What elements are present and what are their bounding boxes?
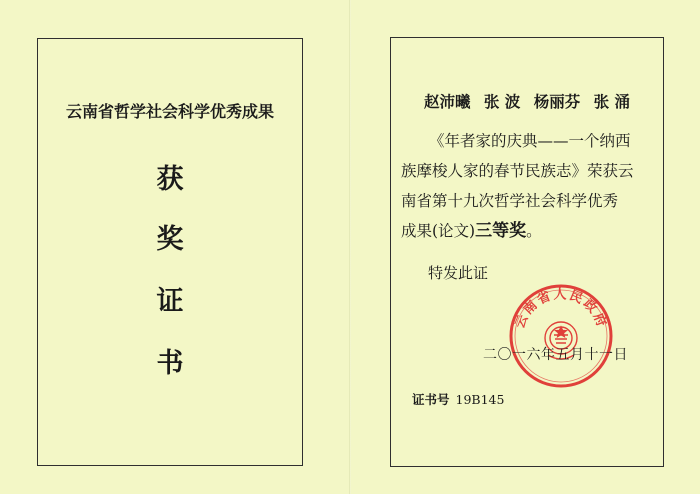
statement-line: 族摩梭人家的春节民族志》荣获云 [401, 162, 634, 180]
recipient-name: 杨丽芬 [533, 92, 581, 111]
statement-prefix: 成果(论文) [401, 222, 476, 240]
title-char-1: 获 [156, 164, 184, 195]
title-char-2: 奖 [156, 224, 184, 255]
recipient-name: 张 涌 [593, 92, 631, 111]
recipient-name: 赵沛曦 [423, 92, 471, 111]
center-fold [349, 0, 351, 494]
content-panel [390, 37, 664, 467]
certificate-number-row [412, 390, 504, 408]
recipient-name: 张 波 [483, 92, 521, 111]
certificate-number: 19B145 [455, 392, 505, 407]
title-char-4: 书 [156, 348, 184, 379]
award-level: 三等奖 [475, 221, 527, 241]
statement-suffix: 。 [526, 222, 542, 240]
issue-date: 二〇一六年五月十一日 [483, 347, 628, 363]
statement-line: 《年者家的庆典——一个纳西 [429, 132, 631, 150]
statement-line-last [401, 216, 659, 246]
special-issue-text: 特发此证 [428, 264, 489, 282]
certificate-number-label: 证书号 [412, 392, 450, 407]
svg-text:云南省人民政府: 云南省人民政府 [512, 287, 610, 331]
statement-line: 南省第十九次哲学社会科学优秀 [401, 192, 619, 210]
cover-panel [37, 38, 303, 466]
title-char-3: 证 [156, 286, 184, 317]
official-seal-stamp [508, 283, 614, 389]
cover-heading: 云南省哲学社会科学优秀成果 [65, 102, 274, 121]
award-statement [401, 126, 659, 246]
recipient-names [391, 90, 663, 112]
